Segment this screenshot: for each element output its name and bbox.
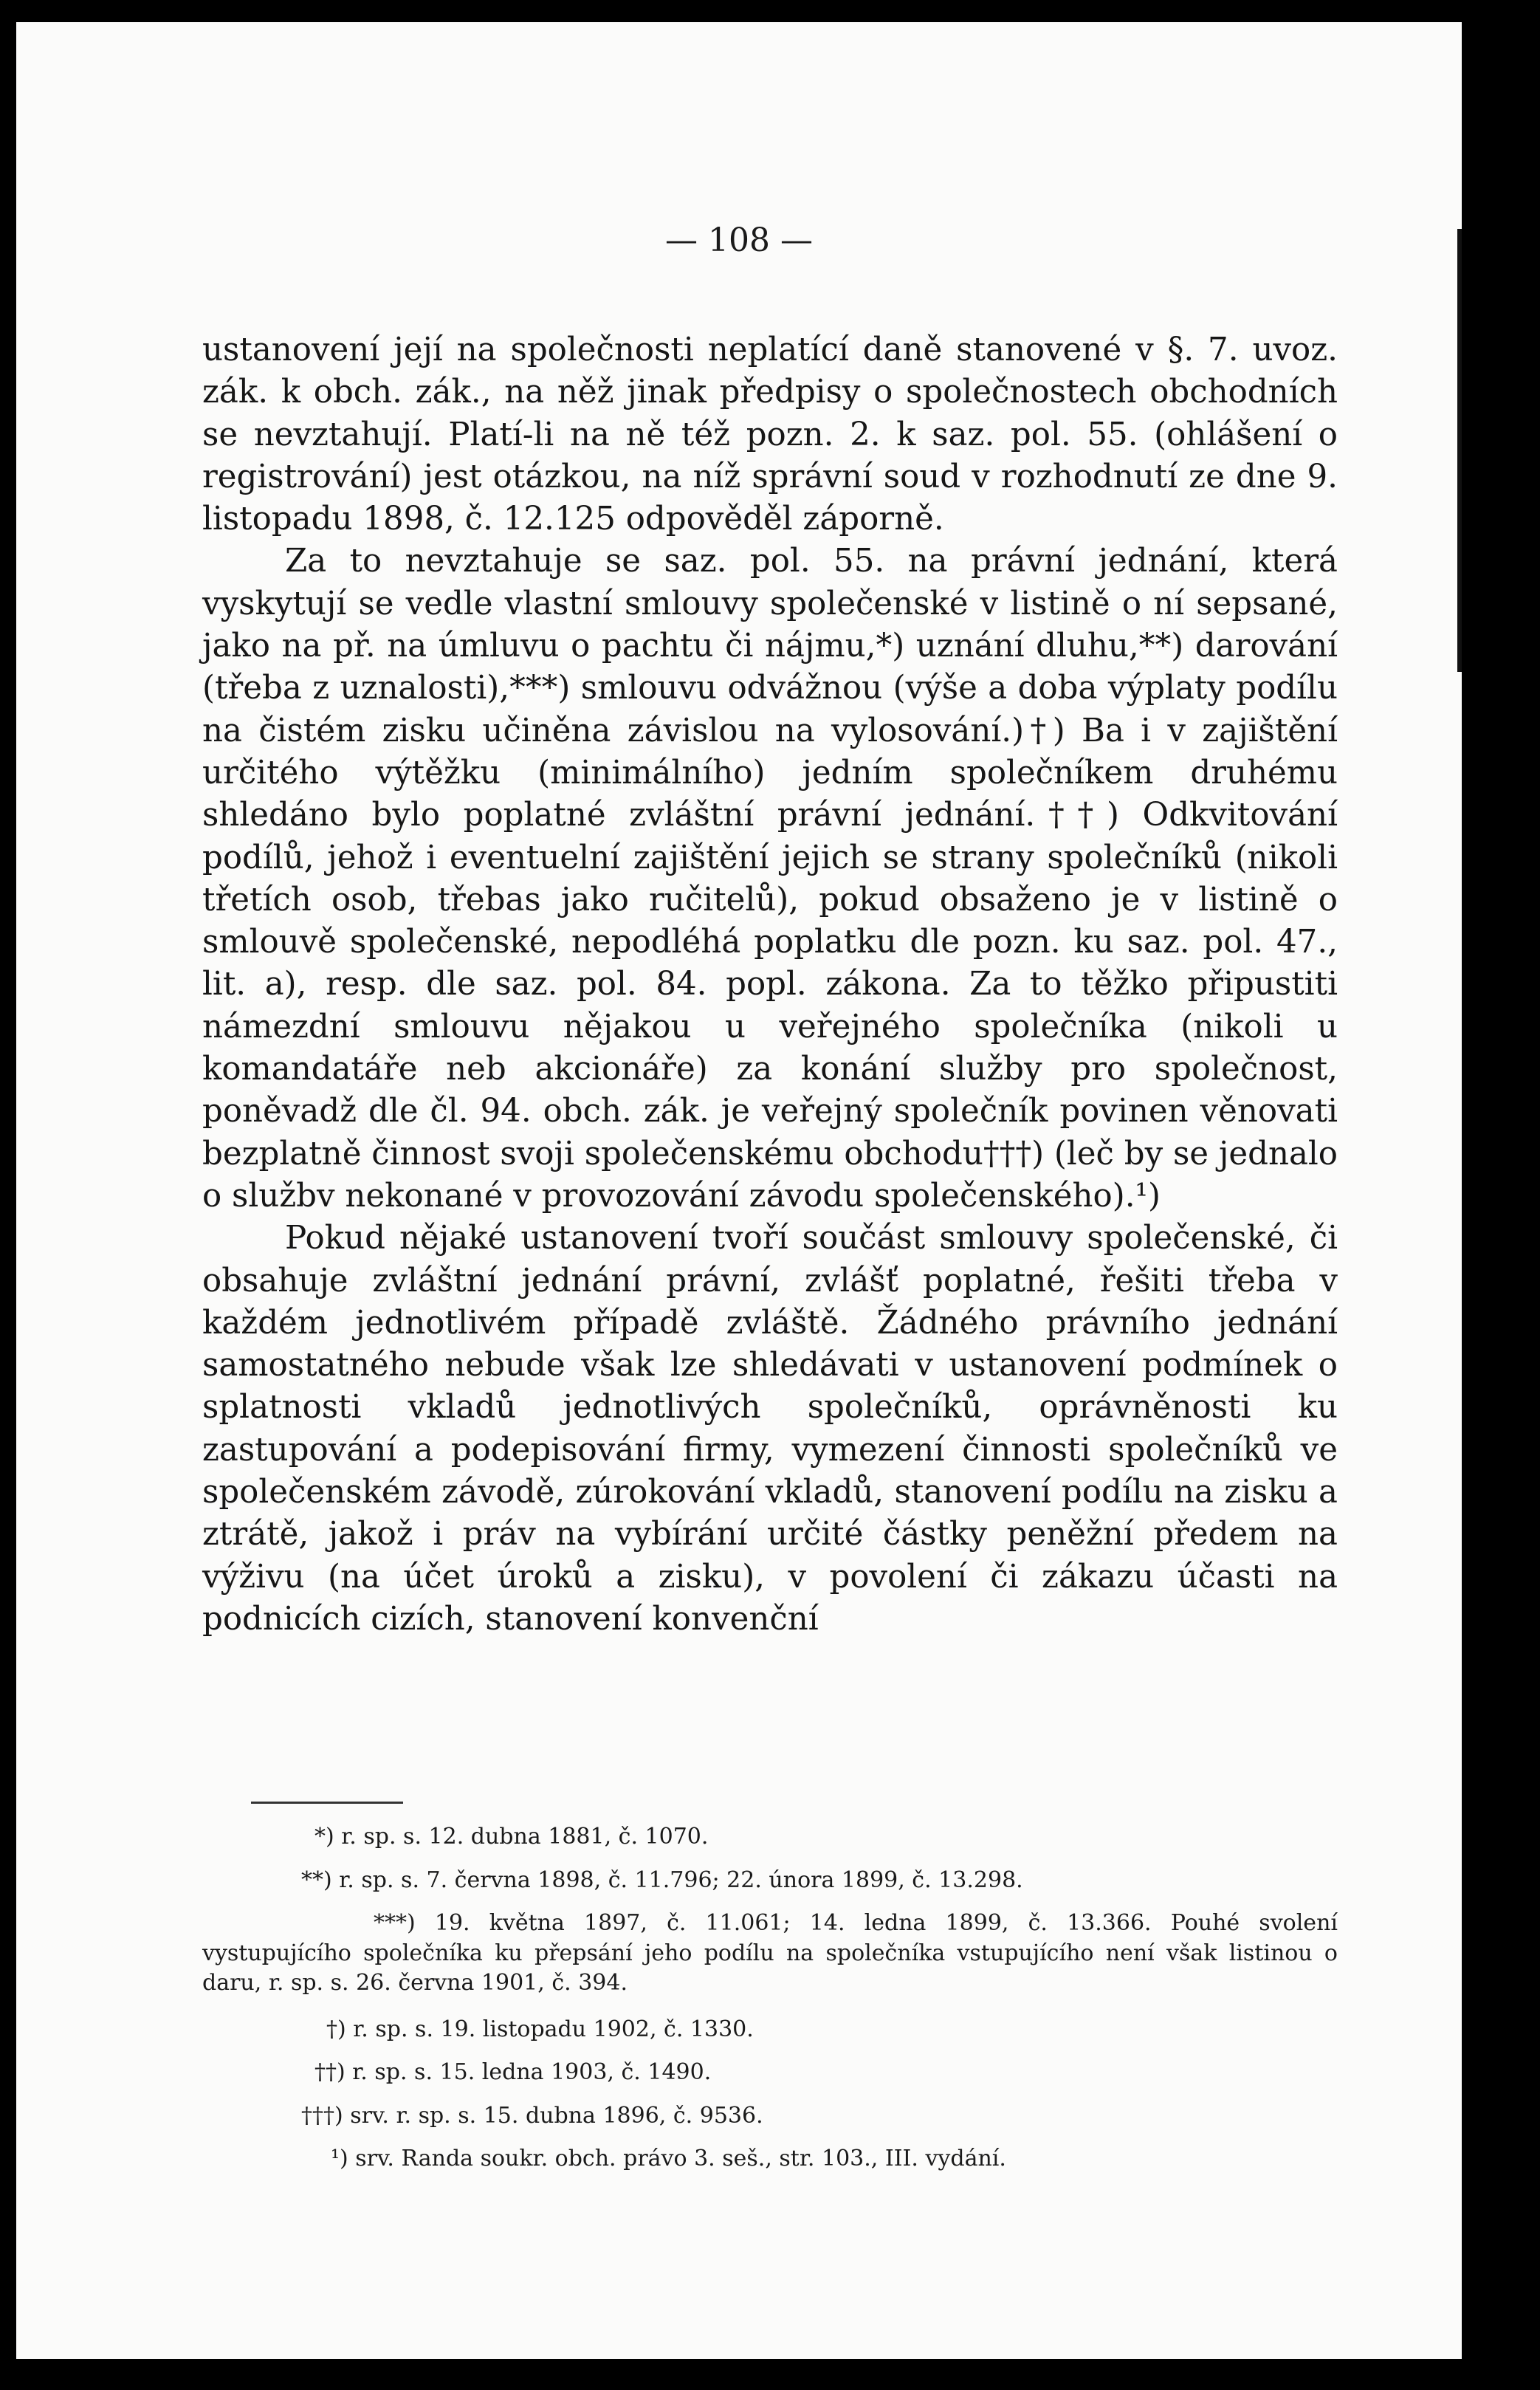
footnotes — [202, 1822, 1338, 2188]
footnote-mark: ¹) — [331, 2146, 348, 2171]
book-page — [16, 22, 1462, 2359]
scan-edge-mark — [1457, 229, 1462, 672]
paragraph: Za to nevztahuje se saz. pol. 55. na právní jednání, která vyskytují se vedle vlastní smlouvy společenské v listině o ní sepsané, jako na př. na úmluvu o pachtu či nájmu,*) uznání dluhu,**) darování (třeba z uznalosti),***) smlouvu odvážnou (výše a doba výplaty podílu na čistém zisku učiněna závislou na vylosování.)†) Ba i v zajištění určitého výtěžku (minimálního) jedním společníkem druhému shledáno bylo poplatné zvláštní právní jednání.††) Odkvitování podílů, jehož i eventuelní zajištění jejich se strany společníků (nikoli třetích osob, třebas jako ručitelů), pokud obsaženo je v listině o smlouvě společenské, nepodléhá poplatku dle pozn. ku saz. pol. 47., lit. a), resp. dle saz. pol. 84. popl. zákona. Za to těžko připustiti námezdní smlouvu nějakou u veřejného společníka (nikoli u komandatáře neb akcionáře) za konání služby pro společnost, poněvadž dle čl. 94. obch. zák. je veřejný společník povinen věnovati bezplatně činnost svoji společenskému obchodu†††) (leč by se jednalo o službv nekonané v provozování závodu společenského).¹) — [202, 543, 1338, 1215]
footnote-text: r. sp. s. 7. června 1898, č. 11.796; 22. února 1899, č. 13.298. — [339, 1867, 1023, 1893]
footnote-mark: †††) — [301, 2102, 343, 2129]
footnote — [202, 2101, 1338, 2132]
footnote-mark: †) — [326, 2016, 346, 2042]
footnote-text: srv. r. sp. s. 15. dubna 1896, č. 9536. — [350, 2102, 763, 2129]
footnote-mark: *) — [314, 1824, 334, 1850]
footnote-separator — [251, 1802, 403, 1804]
paragraph: ustanovení její na společnosti neplatící daně stanovené v §. 7. uvoz. zák. k obch. zák., na něž jinak předpisy o společnostech obchodních se nevztahují. Platí-li na ně též pozn. 2. k saz. pol. 55. (ohlášení o registrování) jest otázkou, na níž správní soud v rozhodnutí ze dne 9. listopadu 1898, č. 12.125 odpověděl záporně. — [202, 332, 1338, 538]
footnote-mark: ††) — [314, 2059, 346, 2085]
paragraph: Pokud nějaké ustanovení tvoří součást smlouvy společenské, či obsahuje zvláštní jednání právní, zvlášť poplatné, řešiti třeba v každém jednotlivém případě zvláště. Žádného právního jednání samostatného nebude však lze shledávati v ustanovení podmínek o splatnosti vkladů jednotlivých společníků, oprávněnosti ku zastupování a podepisování firmy, vymezení činnosti společníků ve společenském závodě, zúrokování vkladů, stanovení podílu na zisku a ztrátě, jakož i práv na vybírání určité částky peněžní předem na výživu (na účet úroků a zisku), v povolení či zákazu účasti na podnicích cizích, stanovení konvenční — [202, 1220, 1338, 1638]
footnote — [202, 1909, 1338, 1999]
footnote-text: 19. května 1897, č. 11.061; 14. ledna 1899, č. 13.366. Pouhé svolení vystupujícího společníka ku přepsání jeho podílu na společníka vstupujícího není však listinou o daru, r. sp. s. 26. června 1901, č. 394. — [202, 1910, 1338, 1996]
footnote — [202, 2144, 1338, 2174]
footnote-text: r. sp. s. 12. dubna 1881, č. 1070. — [341, 1824, 709, 1850]
footnote-text: srv. Randa soukr. obch. právo 3. seš., str. 103., III. vydání. — [355, 2146, 1006, 2171]
footnote — [202, 1866, 1338, 1896]
footnote — [202, 2058, 1338, 2088]
footnote-text: r. sp. s. 19. listopadu 1902, č. 1330. — [353, 2016, 754, 2042]
footnote-text: r. sp. s. 15. ledna 1903, č. 1490. — [352, 2059, 712, 2085]
footnote-mark: **) — [301, 1867, 332, 1893]
footnote — [202, 1822, 1338, 1852]
footnote — [202, 2015, 1338, 2045]
page-number: — 108 — — [665, 222, 813, 259]
footnote-mark: ***) — [374, 1910, 416, 1936]
main-text — [202, 329, 1338, 1641]
